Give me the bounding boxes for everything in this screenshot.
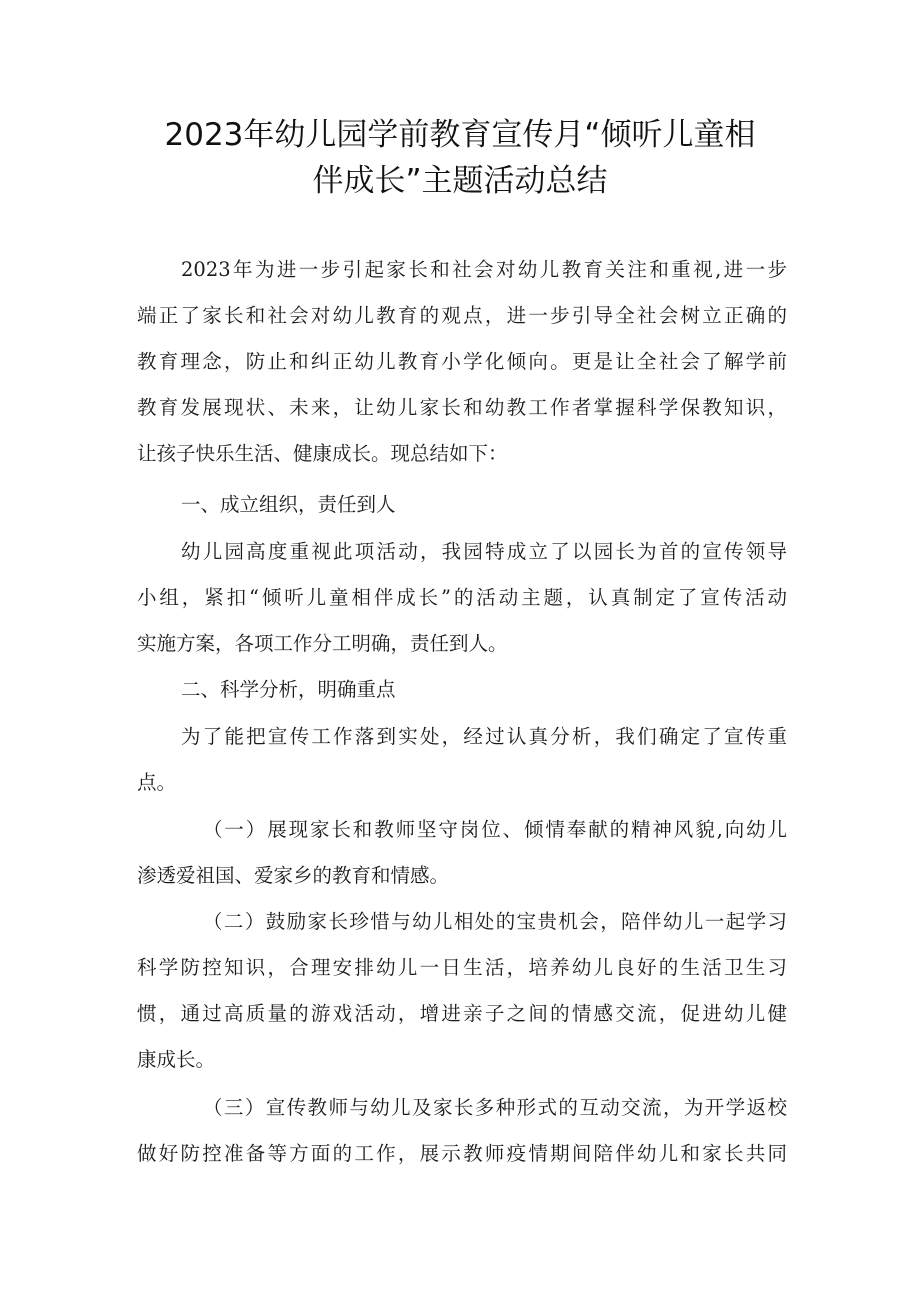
document-title-line-1: 2023年幼儿园学前教育宣传月“倾听儿童相 (164, 117, 756, 153)
paragraph-line: 端正了家长和社会对幼儿教育的观点，进一步引导全社会树立正确的 (137, 304, 787, 327)
paragraph-line: 幼儿园高度重视此项活动，我园特成立了以园长为首的宣传领导 (181, 540, 787, 563)
section-2-paragraph (137, 714, 787, 806)
paragraph-line: 做好防控准备等方面的工作，展示教师疫情期间陪伴幼儿和家长共同 (137, 1142, 787, 1165)
paragraph-line: 康成长。 (137, 1048, 216, 1071)
paragraph-line: 教育发展现状、未来，让幼儿家长和幼教工作者掌握科学保教知识， (137, 396, 787, 419)
item-2-paragraph (137, 899, 787, 1083)
paragraph-line: 让孩子快乐生活、健康成长。现总结如下： (137, 442, 508, 465)
paragraph-line: （二）鼓励家长珍惜与幼儿相处的宝贵机会，陪伴幼儿一起学习 (203, 910, 787, 933)
paragraph-line: 为了能把宣传工作落到实处，经过认真分析，我们确定了宣传重 (181, 725, 787, 748)
intro-paragraph (137, 247, 787, 477)
paragraph-line: 小组，紧扣“倾听儿童相伴成长”的活动主题，认真制定了宣传活动 (137, 586, 787, 609)
section-1-paragraph (137, 529, 787, 667)
paragraph-line: 2023年为进一步引起家长和社会对幼儿教育关注和重视,进一步 (181, 258, 787, 281)
heading-text: 一、成立组织，责任到人 (181, 493, 396, 516)
paragraph-line: 科学防控知识，合理安排幼儿一日生活，培养幼儿良好的生活卫生习 (137, 956, 787, 979)
paragraph-line: 教育理念，防止和纠正幼儿教育小学化倾向。更是让全社会了解学前 (137, 350, 787, 373)
item-1-paragraph (137, 807, 787, 899)
paragraph-line: （一）展现家长和教师坚守岗位、倾情奉献的精神风貌,向幼儿 (203, 818, 787, 841)
section-heading-1 (137, 482, 787, 528)
paragraph-line: （三）宣传教师与幼儿及家长多种形式的互动交流，为开学返校 (203, 1096, 787, 1119)
item-3-paragraph (137, 1085, 787, 1177)
paragraph-line: 渗透爱祖国、爱家乡的教育和情感。 (137, 864, 450, 887)
document-title-line-2: 伴成长”主题活动总结 (312, 163, 608, 199)
paragraph-line: 点。 (137, 771, 177, 794)
paragraph-line: 实施方案，各项工作分工明确，责任到人。 (137, 632, 508, 655)
paragraph-line: 惯，通过高质量的游戏活动，增进亲子之间的情感交流，促进幼儿健 (137, 1002, 787, 1025)
section-heading-2 (137, 667, 787, 713)
heading-text: 二、科学分析，明确重点 (181, 678, 396, 701)
